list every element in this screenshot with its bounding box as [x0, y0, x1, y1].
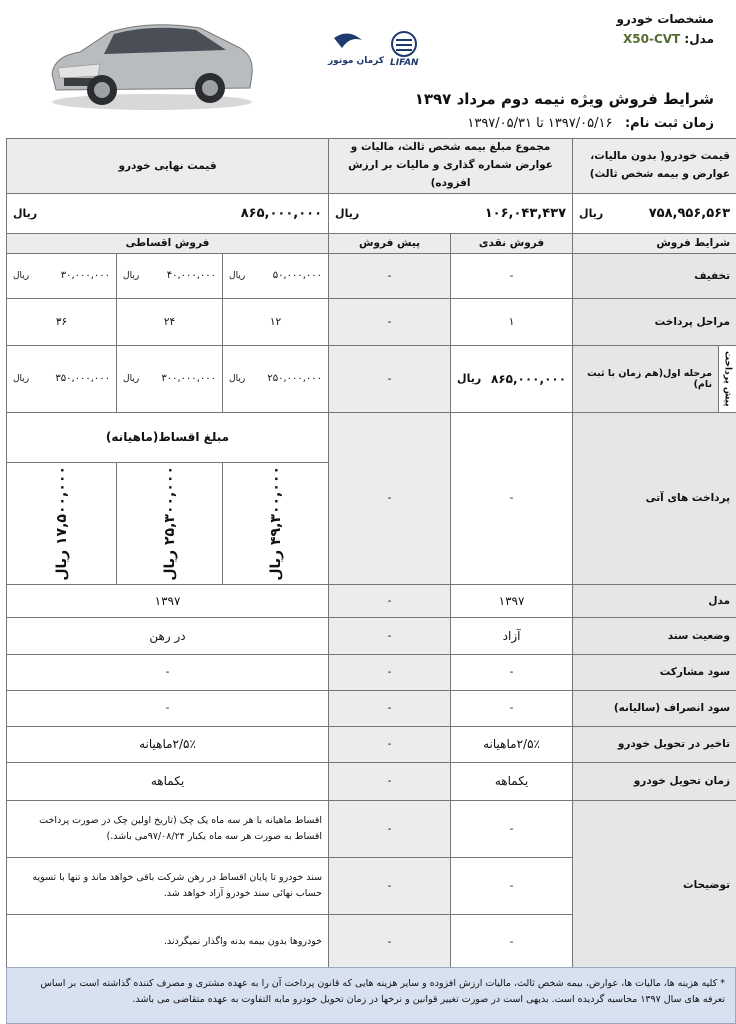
rial-unit: ریال [335, 206, 360, 220]
rial-unit: ریال [457, 372, 482, 386]
row-label-delay: تاخیر در تحویل خودرو [573, 726, 736, 762]
model-label: مدل: [684, 32, 714, 46]
rial-unit: ریال [579, 206, 604, 220]
first-inst-amount: ۲۵۰,۰۰۰,۰۰۰ [267, 373, 323, 385]
rial-unit: ریال [229, 373, 246, 384]
first-cash-value: ۸۶۵,۰۰۰,۰۰۰ [491, 371, 567, 386]
future-inst-24 [117, 462, 223, 584]
row-label-document: وضعیت سند [573, 617, 736, 654]
registration-period [467, 116, 714, 131]
rial-unit: ریال [123, 270, 140, 281]
model-presale: - [329, 584, 451, 617]
brand-logos [320, 28, 430, 74]
car-price-header: قیمت خودرو( بدون مالیات، عوارض و بیمه شخص ثالث) [573, 139, 736, 194]
row-label-cancellation: سود انصراف (سالیانه) [573, 690, 736, 726]
first-inst-12 [223, 345, 329, 412]
stages-inst-12: ۱۲ [223, 298, 329, 345]
future-presale: - [329, 412, 451, 584]
delivery-cash: یکماهه [451, 762, 573, 800]
conditions-title: شرایط فروش ویژه نیمه دوم مرداد ۱۳۹۷ [414, 90, 714, 108]
rial-unit: ریال [123, 373, 140, 384]
final-price-value: ۸۶۵,۰۰۰,۰۰۰ [240, 205, 323, 221]
notes-presale-3: - [329, 914, 451, 970]
delay-presale: - [329, 726, 451, 762]
kerman-logo-text: کرمان موتور [328, 56, 385, 66]
note-item: اقساط ماهیانه با هر سه ماه یک چک (تاریخ اولین چک در صورت پرداخت اقساط به صورت هر سه ماه یکبار ۹۷/۰۸/۲۴می باشد.) [7, 800, 329, 857]
discount-presale: - [329, 253, 451, 298]
future-inst-36 [7, 462, 117, 584]
col-conditions: شرایط فروش [573, 233, 736, 253]
first-inst-36 [7, 345, 117, 412]
monthly-installment-title: مبلغ اقساط(ماهیانه) [7, 412, 329, 462]
final-price-header: قیمت نهایی خودرو [7, 139, 329, 194]
notes-presale-1: - [329, 800, 451, 857]
row-label-delivery: زمان تحویل خودرو [573, 762, 736, 800]
future-inst-12 [223, 462, 329, 584]
first-inst-amount: ۳۵۰,۰۰۰,۰۰۰ [55, 373, 111, 385]
sales-table [6, 138, 736, 971]
row-label-stages: مراحل پرداخت [573, 298, 736, 345]
model-value: X50-CVT [623, 32, 681, 46]
notes-cash-3: - [451, 914, 573, 970]
first-inst-24 [117, 345, 223, 412]
car-price-value: ۷۵۸,۹۵۶,۵۶۳ [648, 205, 731, 221]
prepayment-side-text: پیش پرداخت [722, 350, 733, 407]
partnership-inst: - [7, 654, 329, 690]
lifan-logo-text: LIFAN [390, 58, 419, 68]
discount-inst-24 [117, 253, 223, 298]
notes-cash-2: - [451, 857, 573, 914]
note-item: سند خودرو تا پایان اقساط در رهن شرکت باقی خواهد ماند و تنها با تسویه حساب نهائی سند خودرو آزاد خواهد شد. [7, 857, 329, 914]
discount-inst-12 [223, 253, 329, 298]
delivery-inst: یکماهه [7, 762, 329, 800]
model-inst: ۱۳۹۷ [7, 584, 329, 617]
partnership-cash: - [451, 654, 573, 690]
model-cash: ۱۳۹۷ [451, 584, 573, 617]
rial-unit: ریال [13, 270, 30, 281]
cancel-inst: - [7, 690, 329, 726]
col-presale: پیش فروش [329, 233, 451, 253]
first-cash [451, 345, 573, 412]
tax-cell [329, 193, 573, 233]
first-presale: - [329, 345, 451, 412]
discount-inst-36 [7, 253, 117, 298]
tax-header: مجموع مبلغ بیمه شخص ثالث، مالیات و عوارض شماره گذاری و مالیات بر ارزش افزوده) [329, 139, 573, 194]
section-title: مشخصات خودرو [616, 12, 714, 26]
delay-cash: ۲/۵٪ماهیانه [451, 726, 573, 762]
partnership-presale: - [329, 654, 451, 690]
row-label-discount: تخفیف [573, 253, 736, 298]
stages-inst-24: ۲۴ [117, 298, 223, 345]
stages-cash: ۱ [451, 298, 573, 345]
discount-cash: - [451, 253, 573, 298]
row-label-first-payment: مرحله اول(هم زمان با ثبت نام) [573, 345, 719, 412]
cancel-presale: - [329, 690, 451, 726]
monthly-amount: ۲۵,۳۰۰,۰۰۰ ریال [161, 465, 178, 581]
car-price-cell [573, 193, 736, 233]
discount-amount: ۳۰,۰۰۰,۰۰۰ [60, 270, 111, 282]
rial-unit: ریال [13, 373, 30, 384]
col-installment: فروش اقساطی [7, 233, 329, 253]
footer-disclaimer: * کلیه هزینه ها، مالیات ها، عوارض، بیمه شخص ثالث، مالیات ارزش افزوده و سایر هزینه هایی که قانون پرداخت آن را به عهده مشتری و مصرف کننده گذاشته است بر اساس تعرفه های سال ۱۳۹۷ محاسبه گردیده است. بدیهی است در صورت تغییر قوانین و نرخها در زمان تحویل خودرو مابه التفاوت به عهده متقاضی می باشد. [6, 967, 736, 1024]
rial-unit: ریال [229, 270, 246, 281]
row-label-model: مدل [573, 584, 736, 617]
row-label-future-payments: پرداخت های آتی [573, 412, 736, 584]
prepayment-side-label [719, 345, 736, 412]
model-line [617, 32, 714, 46]
future-cash: - [451, 412, 573, 584]
notes-presale-2: - [329, 857, 451, 914]
note-item: خودروها بدون بیمه بدنه واگذار نمیگردند. [7, 914, 329, 970]
delay-inst: ۲/۵٪ماهیانه [7, 726, 329, 762]
cancel-cash: - [451, 690, 573, 726]
monthly-amount: ۴۹,۳۰۰,۰۰۰ ریال [267, 465, 284, 581]
discount-amount: ۴۰,۰۰۰,۰۰۰ [166, 270, 217, 282]
first-inst-amount: ۳۰۰,۰۰۰,۰۰۰ [161, 373, 217, 385]
row-label-notes: توضیحات [573, 800, 736, 970]
car-image [40, 12, 260, 112]
final-price-cell [7, 193, 329, 233]
col-cash: فروش نقدی [451, 233, 573, 253]
registration-range: ۱۳۹۷/۰۵/۱۶ تا ۱۳۹۷/۰۵/۳۱ [467, 116, 613, 131]
registration-label: زمان ثبت نام: [624, 116, 714, 131]
tax-value: ۱۰۶,۰۴۳,۴۳۷ [484, 205, 567, 221]
doc-inst: در رهن [7, 617, 329, 654]
notes-cash-1: - [451, 800, 573, 857]
rial-unit: ریال [13, 206, 38, 220]
discount-amount: ۵۰,۰۰۰,۰۰۰ [272, 270, 323, 282]
doc-presale: - [329, 617, 451, 654]
delivery-presale: - [329, 762, 451, 800]
row-label-partnership: سود مشارکت [573, 654, 736, 690]
stages-presale: - [329, 298, 451, 345]
doc-cash: آزاد [451, 617, 573, 654]
monthly-amount: ۱۷,۵۰۰,۰۰۰ ریال [53, 465, 70, 581]
stages-inst-36: ۳۶ [7, 298, 117, 345]
